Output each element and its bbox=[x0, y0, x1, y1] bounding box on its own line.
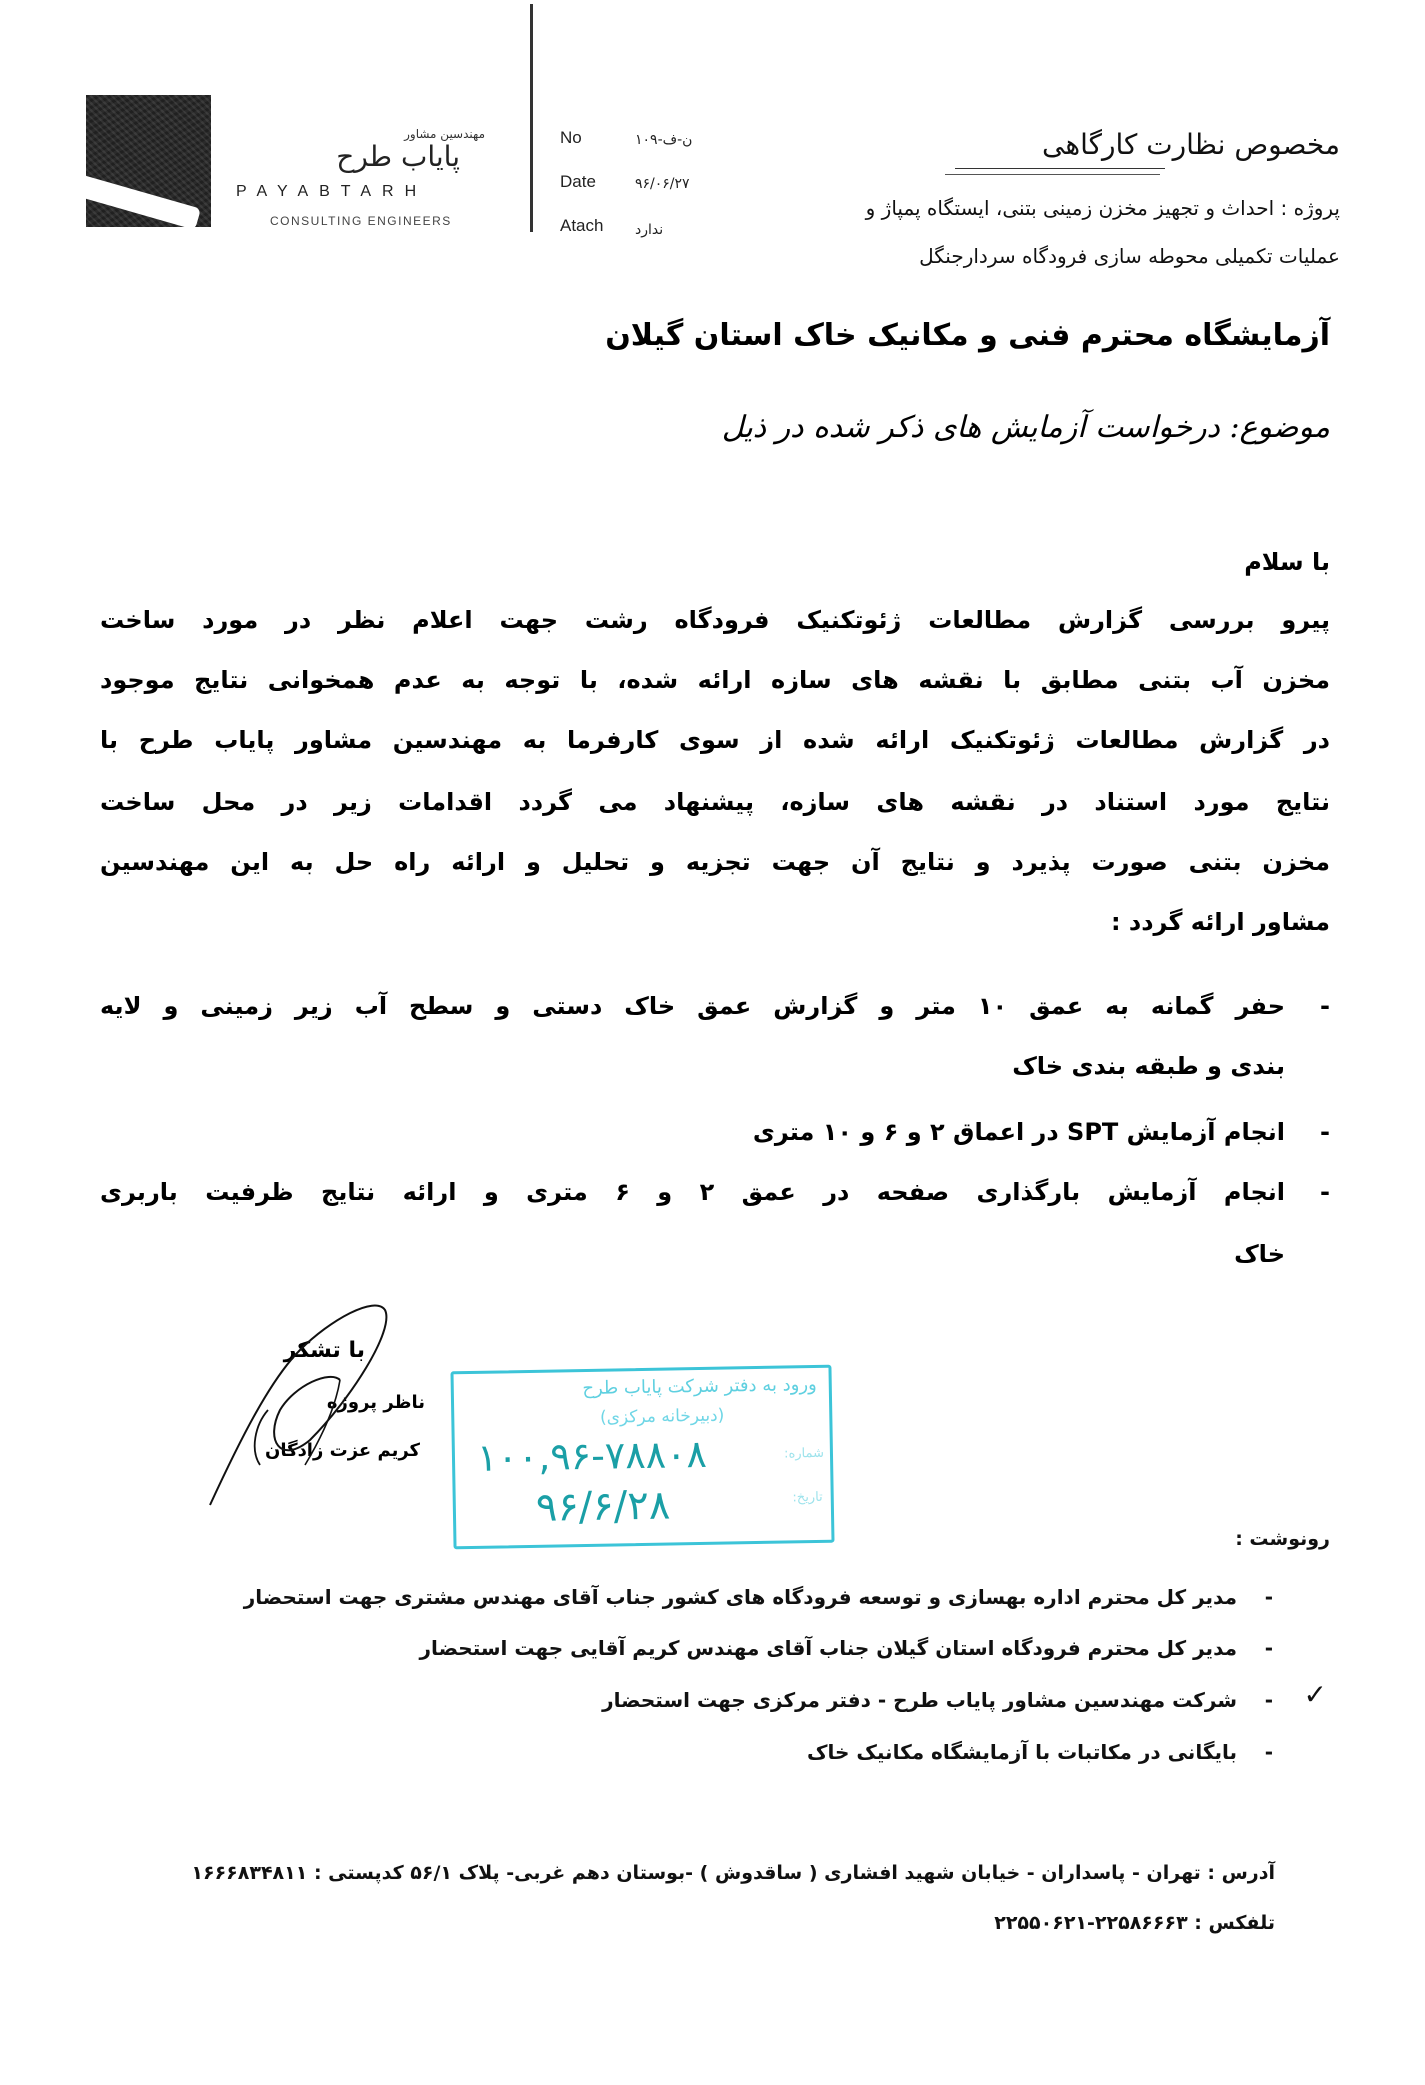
attach-value: ندارد bbox=[635, 222, 664, 238]
bullet-dash: - bbox=[1320, 992, 1330, 1020]
cc-dash: - bbox=[1264, 1740, 1273, 1764]
logo-band-icon bbox=[86, 173, 201, 227]
cc-item: مدیر کل محترم فرودگاه استان گیلان جناب آقای مهندس کریم آقایی جهت استحضار bbox=[419, 1636, 1237, 1660]
handwritten-signature bbox=[200, 1290, 440, 1520]
header-underline bbox=[955, 168, 1165, 169]
body-line: در گزارش مطالعات ژئوتکنیک ارائه شده از سوی کارفرما به مهندسین مشاور پایاب طرح با bbox=[100, 726, 1330, 754]
attach-label: Atach bbox=[560, 216, 604, 235]
bullet-item: انجام آزمایش بارگذاری صفحه در عمق ۲ و ۶ متری و ارائه نتایج ظرفیت باربری bbox=[100, 1178, 1285, 1206]
header-underline-2 bbox=[945, 174, 1160, 175]
body-line: پیرو بررسی گزارش مطالعات ژئوتکنیک فرودگاه رشت جهت اعلام نظر در مورد ساخت bbox=[100, 606, 1330, 634]
stamp-date-label: تاریخ: bbox=[792, 1489, 823, 1506]
stamp-number: ۱۰۰,۹۶-۷۸۸۰۸ bbox=[476, 1431, 708, 1480]
bullet-dash: - bbox=[1320, 1178, 1330, 1206]
brand-subtitle: CONSULTING ENGINEERS bbox=[270, 214, 452, 228]
stamp-date: ۹۶/۶/۲۸ bbox=[535, 1482, 671, 1531]
brand-caption-fa: مهندسین مشاور bbox=[404, 127, 485, 141]
project-line-2: عملیات تکمیلی محوطه سازی فرودگاه سردارجنگل bbox=[919, 244, 1340, 268]
cc-dash: - bbox=[1264, 1688, 1273, 1712]
stamp-line-2: (دبیرخانه مرکزی) bbox=[599, 1405, 725, 1428]
company-logo bbox=[86, 95, 211, 227]
footer-telfax: تلفکس : ۲۲۵۸۶۶۶۳-۲۲۵۵۰۶۲۱ bbox=[994, 1912, 1275, 1934]
body-line: مخزن آب بتنی مطابق با نقشه های سازه ارائه شده، با توجه به عدم همخوانی نتایج موجود bbox=[100, 666, 1330, 694]
date-label: Date bbox=[560, 172, 596, 191]
header-title: مخصوص نظارت کارگاهی bbox=[1042, 128, 1340, 161]
cc-title: رونوشت : bbox=[1235, 1528, 1330, 1550]
signer-role: ناظر پروژه bbox=[326, 1392, 425, 1413]
body-line: مشاور ارائه گردد : bbox=[1110, 908, 1330, 936]
brand-name-en: PAYABTARH bbox=[236, 183, 428, 200]
stamp-line-1: ورود به دفتر شرکت پایاب طرح bbox=[582, 1373, 817, 1400]
signer-name: کریم عزت زادگان bbox=[264, 1440, 420, 1461]
addressee: آزمایشگاه محترم فنی و مکانیک خاک استان گیلان bbox=[605, 318, 1330, 353]
no-value: ن-ف-۱۰۹ bbox=[635, 132, 693, 148]
check-mark-icon: ✓ bbox=[1303, 1678, 1327, 1711]
bullet-item-continuation: بندی و طبقه بندی خاک bbox=[1012, 1052, 1285, 1080]
bullet-dash: - bbox=[1320, 1118, 1330, 1146]
bullet-item: حفر گمانه به عمق ۱۰ متر و گزارش عمق خاک دستی و سطح آب زیر زمینی و لایه bbox=[100, 992, 1285, 1020]
cc-item: شرکت مهندسین مشاور پایاب طرح - دفتر مرکزی جهت استحضار bbox=[602, 1688, 1237, 1712]
bullet-item: انجام آزمایش SPT در اعماق ۲ و ۶ و ۱۰ متری bbox=[752, 1118, 1285, 1146]
cc-dash: - bbox=[1264, 1585, 1273, 1609]
header-divider bbox=[530, 4, 533, 232]
received-stamp bbox=[450, 1365, 834, 1550]
brand-name-fa: پایاب طرح bbox=[336, 140, 460, 173]
project-line-1: پروژه : احداث و تجهیز مخزن زمینی بتنی، ایستگاه پمپاژ و bbox=[865, 196, 1340, 220]
cc-dash: - bbox=[1264, 1636, 1273, 1660]
bullet-item-continuation: خاک bbox=[1234, 1240, 1285, 1268]
closing: با تشکر bbox=[283, 1338, 365, 1363]
cc-item: مدیر کل محترم اداره بهسازی و توسعه فرودگاه های کشور جناب آقای مهندس مشتری جهت استحضار bbox=[243, 1585, 1237, 1609]
stamp-number-label: شماره: bbox=[783, 1445, 825, 1462]
no-label: No bbox=[560, 128, 582, 147]
greeting: با سلام bbox=[1244, 548, 1330, 576]
subject: موضوع: درخواست آزمایش های ذکر شده در ذیل bbox=[721, 410, 1330, 445]
date-value: ۹۶/۰۶/۲۷ bbox=[635, 176, 690, 192]
body-line: نتایج مورد استناد در نقشه های سازه، پیشنهاد می گردد اقدامات زیر در محل ساخت bbox=[100, 788, 1330, 816]
cc-item: بایگانی در مکاتبات با آزمایشگاه مکانیک خاک bbox=[807, 1740, 1237, 1764]
body-line: مخزن بتنی صورت پذیرد و نتایج آن جهت تجزیه و تحلیل و ارائه راه حل به این مهندسین bbox=[100, 848, 1330, 876]
footer-address: آدرس : تهران - پاسداران - خیابان شهید افشاری ( ساقدوش ) -بوستان دهم غربی- پلاک ۵۶/۱ کدپستی : ۱۶۶۶۸۳۴۸۱۱ bbox=[191, 1862, 1275, 1884]
